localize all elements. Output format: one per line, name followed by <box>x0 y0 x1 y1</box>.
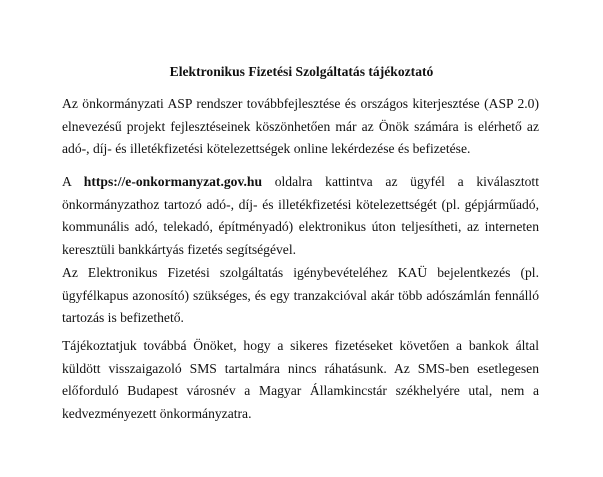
paragraph-asp-intro: Az önkormányzati ASP rendszer továbbfejlesztése és országos kiterjesztése (ASP 2.0) elnevezésű projekt fejlesztéseinek köszönhetően már az Önök számára is elérhető az adó-, díj- és illetékfizetési kötelezettségek online lekérdezése és befizetése. <box>62 96 539 156</box>
document-title: Elektronikus Fizetési Szolgáltatás tájékoztató <box>169 64 434 79</box>
paragraph-portal-suffix: oldalra kattintva az ügyfél a kiválasztott önkormányzathoz tartozó adó-, díj- és illetékfizetési kötelezettségét (pl. gépjárműadó, kommunális adó, telekadó, építményadó) elektronikus úton teljesítheti, az interneten keresztüli bankkártyás fizetés segítségével. <box>62 174 539 257</box>
portal-link[interactable]: https://e-onkormanyzat.gov.hu <box>83 174 263 189</box>
paragraph-portal-prefix: A <box>62 174 84 189</box>
paragraph-kau-login: Az Elektronikus Fizetési szolgáltatás igénybevételéhez KAÜ bejelentkezés (pl. ügyfélkapus azonosító) szükséges, és egy tranzakcióval akár több adószámlán fennálló tartozás is befizethető. <box>62 265 539 325</box>
paragraph-portal-info <box>62 171 539 261</box>
paragraph-sms-notice: Tájékoztatjuk továbbá Önöket, hogy a sikeres fizetéseket követően a bankok által küldött visszaigazoló SMS tartalmára nincs ráhatásunk. Az SMS-ben esetlegesen előforduló Budapest városnév a Magyar Államkincstár székhelyére utal, nem a kedvezményezett önkormányzatra. <box>62 338 539 421</box>
